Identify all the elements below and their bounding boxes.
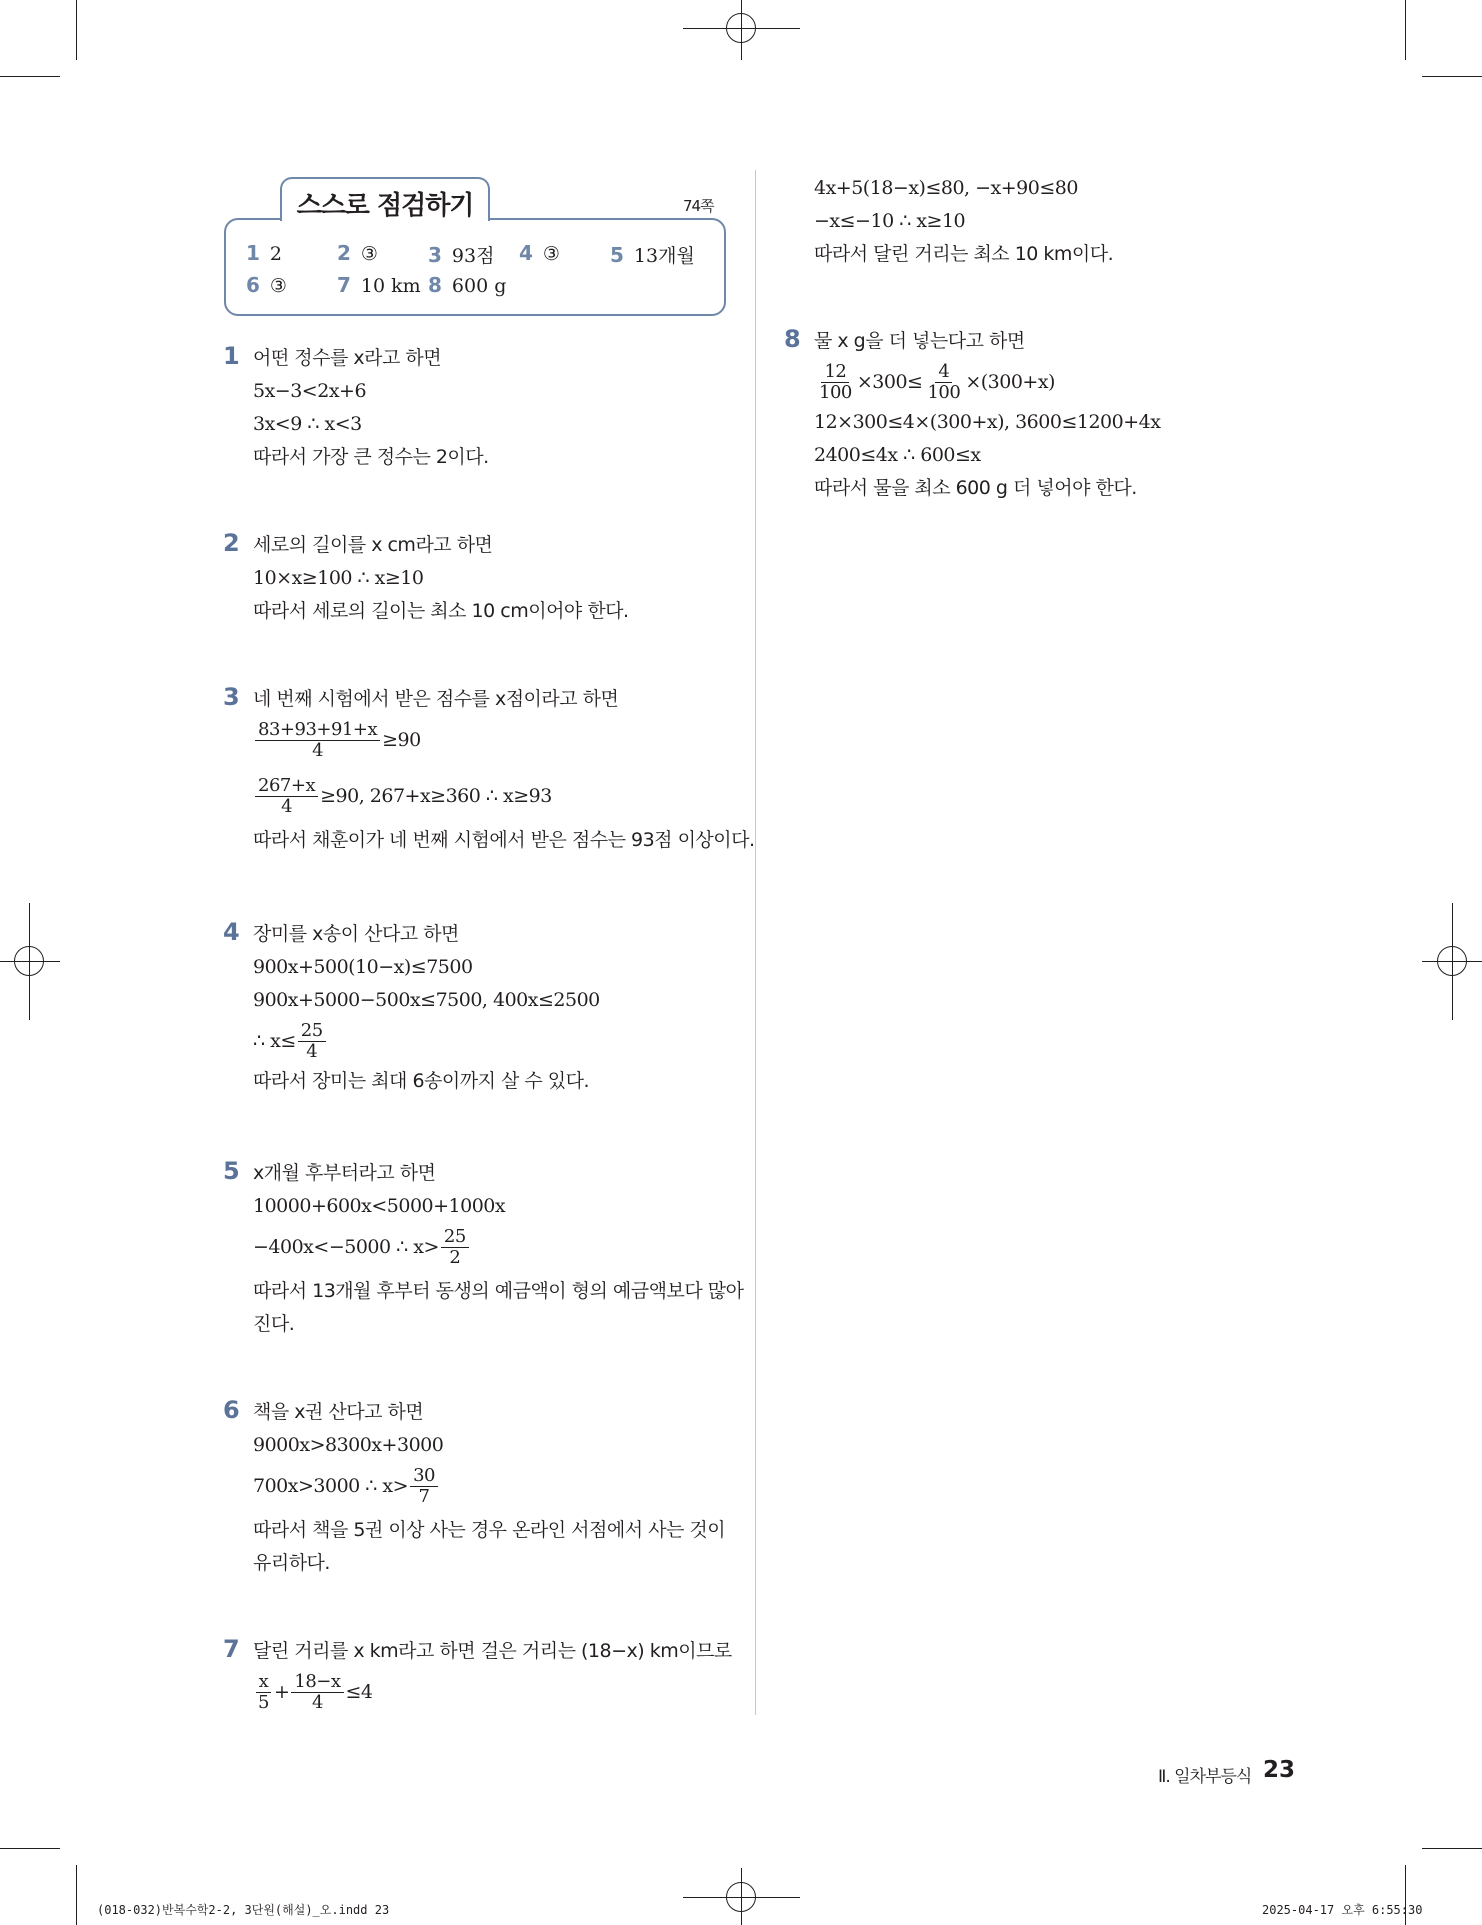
crop-mark	[0, 1848, 60, 1849]
fraction: $\frac{30}{7}$	[410, 1466, 438, 1507]
fraction: $\frac{x}{5}$	[255, 1672, 272, 1713]
summary-answer: 1 2	[246, 241, 283, 265]
solution-3	[223, 683, 773, 857]
problem-number: 6	[223, 1396, 240, 1424]
summary-title-tab	[280, 177, 490, 221]
fraction: $\frac{18-x}{4}$	[291, 1672, 343, 1713]
crop-mark	[76, 1865, 77, 1925]
conclusion: 따라서 장미는 최대 6송이까지 살 수 있다.	[253, 1070, 590, 1092]
equation: 2400≤4x ∴ 600≤x	[814, 444, 981, 466]
equation: $\frac{83+93+91+x}{4}$ ≥90	[253, 716, 773, 764]
equation: 700x>3000 ∴ x> $\frac{30}{7}$	[253, 1462, 773, 1510]
solution-2	[223, 529, 773, 628]
solution-text: 어떤 정수를 x라고 하면	[253, 347, 442, 369]
equation: 10000+600x<5000+1000x	[253, 1195, 506, 1217]
equation: 9000x>8300x+3000	[253, 1434, 444, 1456]
conclusion: 진다.	[253, 1313, 295, 1335]
fraction: $\frac{4}{100}$	[927, 361, 961, 403]
summary-answer: 5 13개월	[610, 243, 695, 267]
solution-text: x개월 후부터라고 하면	[253, 1162, 436, 1184]
conclusion: 따라서 가장 큰 정수는 2이다.	[253, 446, 489, 468]
summary-answer: 8 600 g	[428, 273, 507, 297]
conclusion: 따라서 세로의 길이는 최소 10 cm이어야 한다.	[253, 600, 629, 622]
solution-7	[223, 1635, 773, 1716]
print-slug-file: (018-032)반복수학2-2, 3단원(해설)_오.indd 23	[97, 1903, 390, 1917]
registration-mark	[14, 946, 44, 976]
problem-number: 5	[223, 1157, 240, 1185]
equation: $\frac{267+x}{4}$ ≥90, 267+x≥360 ∴ x≥93	[253, 772, 773, 820]
equation: $\frac{x}{5}$ + $\frac{18-x}{4}$ ≤4	[253, 1668, 773, 1716]
solution-text: 세로의 길이를 x cm라고 하면	[253, 534, 493, 556]
equation: 3x<9 ∴ x<3	[253, 413, 362, 435]
problem-number: 3	[223, 683, 240, 711]
equation: ∴ x≤ $\frac{25}{4}$	[253, 1017, 773, 1065]
equation: 12×300≤4×(300+x), 3600≤1200+4x	[814, 411, 1161, 433]
registration-mark	[726, 13, 756, 43]
crop-mark	[1405, 0, 1406, 60]
equation: $\frac{12}{100}$ ×300≤ $\frac{4}{100}$ ×(300+x)	[814, 358, 1334, 406]
crop-mark	[0, 76, 60, 77]
fraction: $\frac{267+x}{4}$	[255, 776, 318, 817]
conclusion: 따라서 물을 최소 600 g 더 넣어야 한다.	[814, 477, 1137, 499]
summary-answer: 3 93점	[428, 243, 495, 267]
summary-answer: 4 ③	[519, 241, 560, 265]
solution-8	[784, 325, 1334, 505]
summary-answer: 7 10 km	[337, 273, 421, 297]
problem-number: 2	[223, 529, 240, 557]
registration-mark	[726, 1882, 756, 1912]
conclusion: 따라서 달린 거리는 최소 10 km이다.	[814, 243, 1114, 265]
summary-title: 스스로 점검하기	[296, 191, 474, 221]
solution-4	[223, 918, 773, 1098]
section-title: Ⅱ. 일차부등식	[1158, 1767, 1252, 1787]
summary-answer: 2 ③	[337, 241, 378, 265]
summary-page-ref: 74쪽	[683, 197, 714, 215]
fraction: $\frac{12}{100}$	[819, 361, 852, 403]
equation: 10×x≥100 ∴ x≥10	[253, 567, 424, 589]
registration-mark	[1437, 946, 1467, 976]
crop-mark	[1422, 1848, 1482, 1849]
equation: −x≤−10 ∴ x≥10	[814, 210, 966, 232]
conclusion: 따라서 책을 5권 이상 사는 경우 온라인 서점에서 사는 것이	[253, 1519, 726, 1541]
equation: 900x+5000−500x≤7500, 400x≤2500	[253, 989, 600, 1011]
conclusion: 유리하다.	[253, 1552, 330, 1574]
problem-number: 4	[223, 918, 240, 946]
problem-number: 7	[223, 1635, 240, 1663]
conclusion: 따라서 채훈이가 네 번째 시험에서 받은 점수는 93점 이상이다.	[253, 829, 755, 851]
solution-text: 달린 거리를 x km라고 하면 걸은 거리는 (18−x) km이므로	[253, 1640, 732, 1662]
equation: 5x−3<2x+6	[253, 380, 367, 402]
equation: −400x<−5000 ∴ x> $\frac{25}{2}$	[253, 1223, 773, 1271]
solution-text: 물 x g을 더 넣는다고 하면	[814, 330, 1025, 352]
problem-number: 8	[784, 325, 801, 353]
solution-text: 네 번째 시험에서 받은 점수를 x점이라고 하면	[253, 688, 619, 710]
crop-mark	[76, 0, 77, 60]
solution-text: 책을 x권 산다고 하면	[253, 1401, 424, 1423]
page-number: 23	[1263, 1757, 1296, 1783]
equation: 4x+5(18−x)≤80, −x+90≤80	[814, 177, 1078, 199]
problem-number: 1	[223, 342, 240, 370]
equation: 900x+500(10−x)≤7500	[253, 956, 473, 978]
fraction: $\frac{25}{4}$	[298, 1021, 326, 1062]
conclusion: 따라서 13개월 후부터 동생의 예금액이 형의 예금액보다 많아	[253, 1280, 744, 1302]
print-slug-date: 2025-04-17 오후 6:55:30	[1262, 1903, 1423, 1917]
crop-mark	[1422, 76, 1482, 77]
solution-5	[223, 1157, 773, 1341]
summary-answer: 6 ③	[246, 273, 287, 297]
fraction: $\frac{25}{2}$	[441, 1227, 469, 1268]
fraction: $\frac{83+93+91+x}{4}$	[255, 720, 380, 761]
solution-6	[223, 1396, 773, 1580]
solution-1	[223, 342, 773, 474]
solution-text: 장미를 x송이 산다고 하면	[253, 923, 459, 945]
solution-7-continued	[814, 172, 1334, 271]
